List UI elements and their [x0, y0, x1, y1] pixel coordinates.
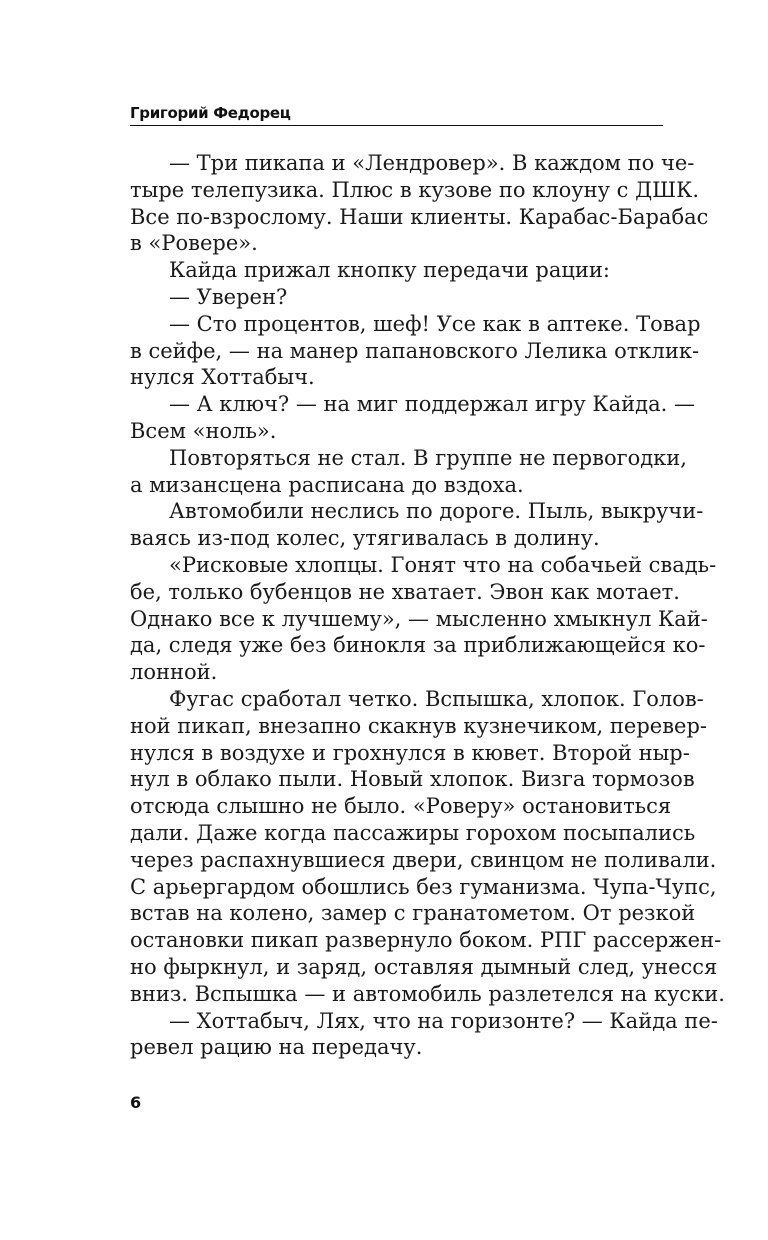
text-line: ревел рацию на передачу. [130, 1035, 423, 1060]
text-line: Фугас сработал четко. Вспышка, хлопок. Голов- [169, 686, 704, 711]
body-text [130, 150, 725, 1061]
text-line: отсюда слышно не было. «Роверу» остановиться [130, 794, 672, 819]
text-line: в «Ровере». [130, 231, 258, 256]
text-line: бе, только бубенцов не хватает. Эвон как мотает. [130, 579, 680, 604]
text-line: через распахнувшиеся двери, свинцом не поливали. [130, 847, 717, 872]
text-line: нулся в воздухе и грохнулся в кювет. Второй ныр- [130, 740, 690, 765]
text-line: — Три пикапа и «Лендровер». В каждом по че- [169, 151, 695, 175]
running-header: Григорий Федорец [130, 104, 291, 122]
text-line: — Уверен? [169, 284, 288, 309]
text-line: но фыркнул, и заряд, оставляя дымный след, унесся [130, 954, 718, 979]
header-rule [130, 125, 663, 126]
text-line: — Сто процентов, шеф! Усе как в аптеке. Товар [169, 311, 701, 336]
text-line: — Хоттабыч, Лях, что на горизонте? — Кайда пе- [169, 1008, 718, 1033]
text-line: — А ключ? — на миг поддержал игру Кайда. — [169, 392, 695, 417]
text-line: ной пикап, внезапно скакнув кузнечиком, перевер- [130, 713, 707, 738]
text-line: в сейфе, — на манер папановского Лелика отклик- [130, 338, 700, 363]
page-number: 6 [130, 1093, 142, 1112]
text-line: дали. Даже когда пассажиры горохом посыпались [130, 820, 696, 845]
text-line: Кайда прижал кнопку передачи рации: [169, 258, 610, 283]
text-line: да, следя уже без бинокля за приближающейся ко- [130, 633, 706, 658]
text-line: Однако все к лучшему», — мысленно хмыкнул Кай- [130, 606, 708, 631]
text-line: а мизансцена расписана до вздоха. [130, 472, 524, 497]
text-line: встав на колено, замер с гранатометом. От резкой [130, 901, 696, 926]
text-line: Автомобили неслись по дороге. Пыль, выкручи- [169, 499, 704, 524]
text-line: вниз. Вспышка — и автомобиль разлетелся на куски. [130, 981, 725, 1006]
text-line: С арьергардом обошлись без гуманизма. Чупа-Чупс, [130, 874, 717, 899]
text-line: ваясь из-под колес, утягивалась в долину. [130, 526, 600, 551]
text-line: тыре телепузика. Плюс в кузове по клоуну с ДШК. [130, 177, 700, 202]
text-line: нулся Хоттабыч. [130, 365, 315, 390]
text-line: Повторяться не стал. В группе не первогодки, [169, 445, 687, 470]
text-line: Все по-взрослому. Наши клиенты. Карабас-Барабас [130, 204, 709, 229]
text-line: нул в облако пыли. Новый хлопок. Визга тормозов [130, 767, 695, 792]
text-line: Всем «ноль». [130, 418, 277, 443]
text-line: «Рисковые хлопцы. Гонят что на собачьей свадь- [169, 552, 717, 577]
text-line: лонной. [130, 660, 218, 685]
text-line: остановки пикап развернуло боком. РПГ рассержен- [130, 928, 722, 953]
